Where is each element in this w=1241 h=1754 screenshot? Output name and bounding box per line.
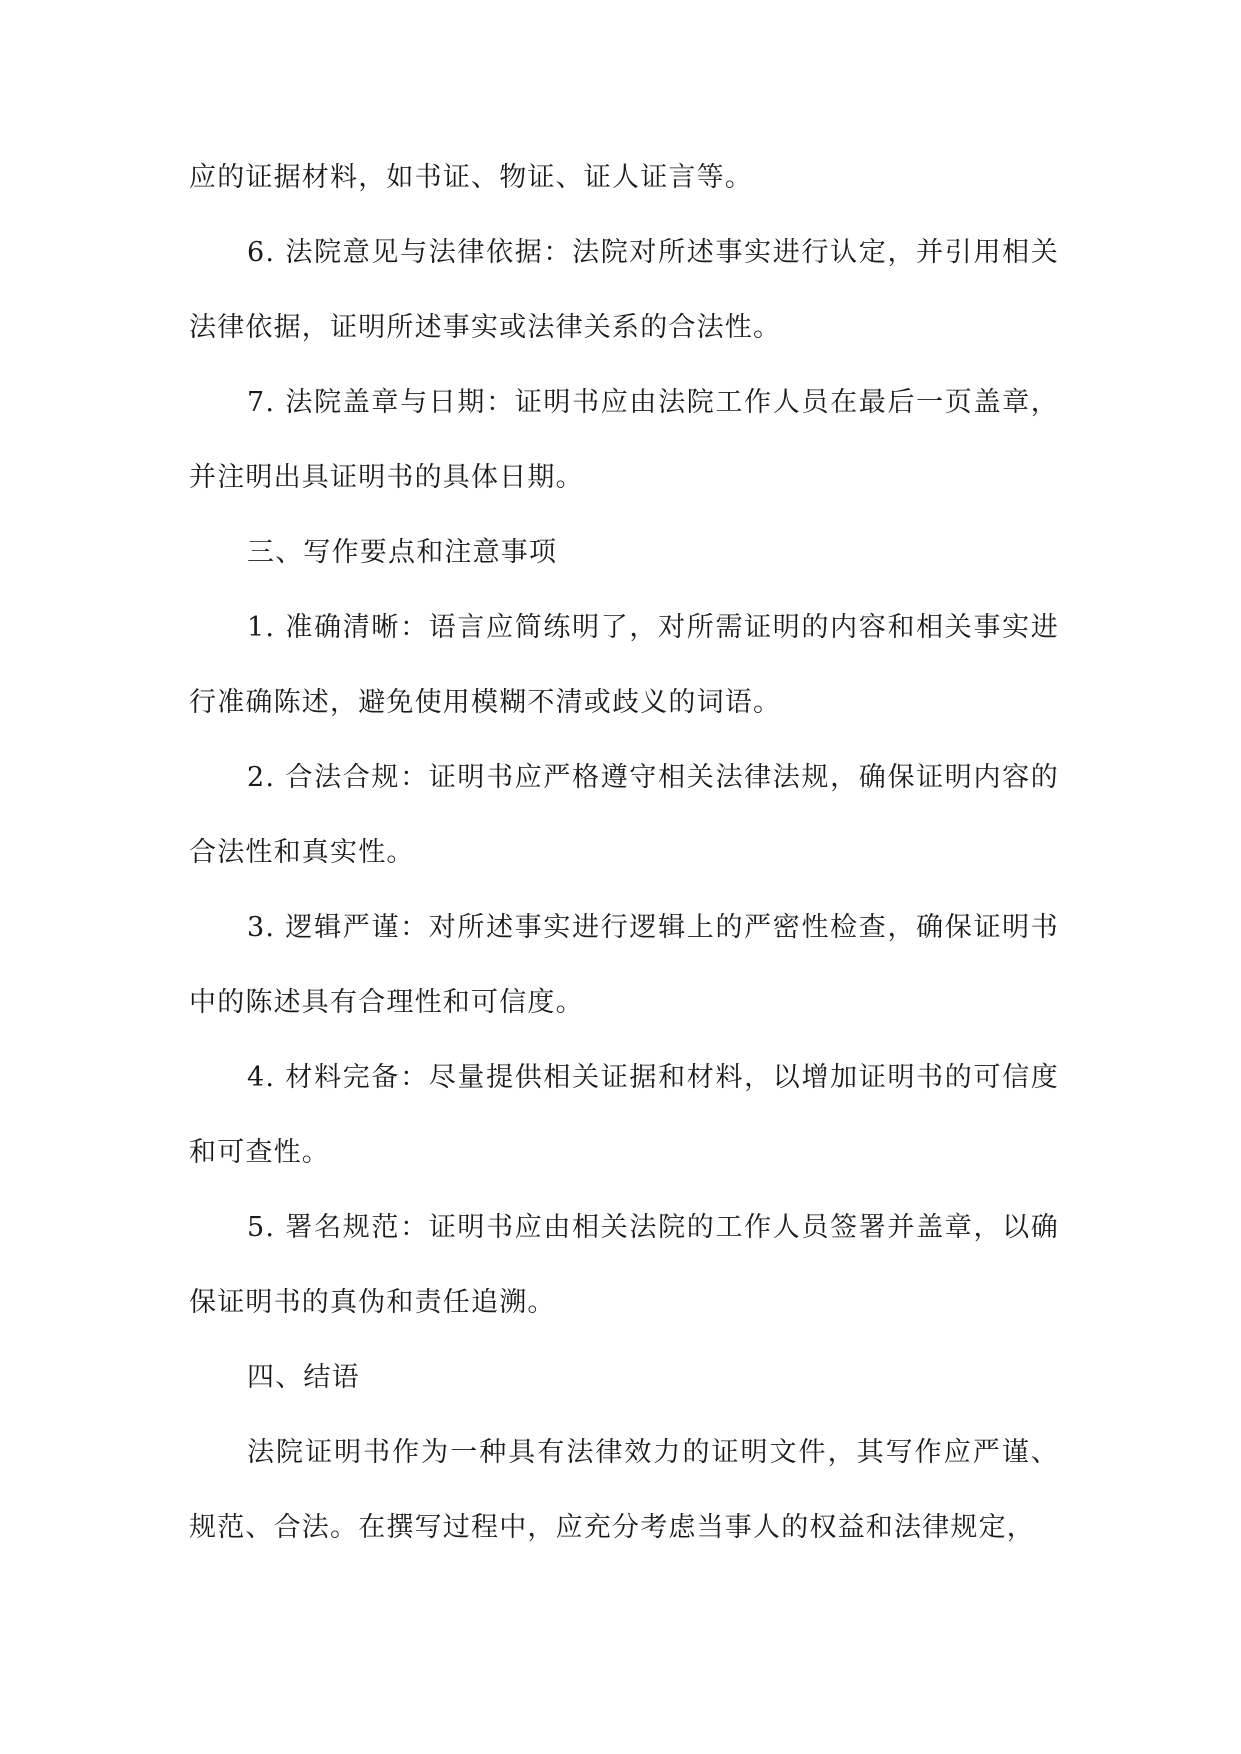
- document-body: [189, 140, 1059, 1565]
- paragraph-point-5: 5. 署名规范：证明书应由相关法院的工作人员签署并盖章，以确保证明书的真伪和责任追溯。: [189, 1212, 1059, 1318]
- paragraph-item-6: 6. 法院意见与法律依据：法院对所述事实进行认定，并引用相关法律依据，证明所述事实或法律关系的合法性。: [189, 237, 1059, 343]
- paragraph-continuation: 应的证据材料，如书证、物证、证人证言等。: [189, 162, 753, 193]
- paragraph-conclusion: 法院证明书作为一种具有法律效力的证明文件，其写作应严谨、规范、合法。在撰写过程中，应充分考虑当事人的权益和法律规定，: [189, 1437, 1059, 1543]
- paragraph-point-2: 2. 合法合规：证明书应严格遵守相关法律法规，确保证明内容的合法性和真实性。: [189, 762, 1059, 868]
- paragraph-point-4: 4. 材料完备：尽量提供相关证据和材料，以增加证明书的可信度和可查性。: [189, 1062, 1059, 1168]
- section-heading-3: 三、写作要点和注意事项: [247, 537, 558, 568]
- paragraph-item-7: 7. 法院盖章与日期：证明书应由法院工作人员在最后一页盖章，并注明出具证明书的具体日期。: [189, 387, 1059, 493]
- paragraph-point-3: 3. 逻辑严谨：对所述事实进行逻辑上的严密性检查，确保证明书中的陈述具有合理性和可信度。: [189, 912, 1059, 1018]
- section-heading-4: 四、结语: [247, 1362, 360, 1393]
- paragraph-point-1: 1. 准确清晰：语言应简练明了，对所需证明的内容和相关事实进行准确陈述，避免使用模糊不清或歧义的词语。: [189, 612, 1059, 718]
